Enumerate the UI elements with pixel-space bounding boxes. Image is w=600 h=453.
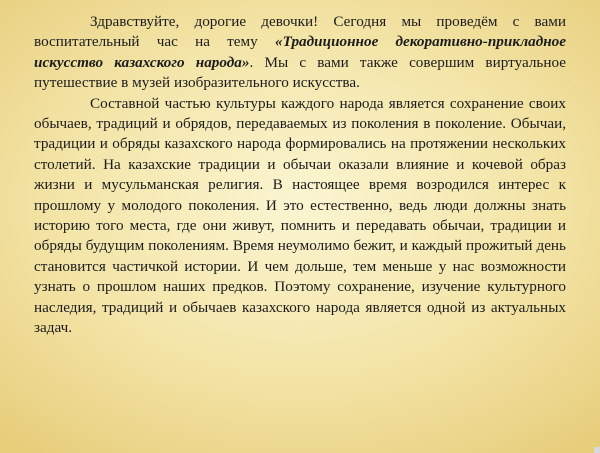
paragraph-greeting [34,12,566,94]
topic-title: «Традиционное декоративно-прикладное искусство казахского народа» [34,33,567,71]
greeting-intro: Здравствуйте, дорогие девочки! Сегодня мы проведём с вами воспитательный час на тему [34,13,566,51]
greeting-outro: . Мы с вами также совершим виртуальное путешествие в музей изобразительного искусства. [34,53,566,92]
slide-text-body [34,12,566,339]
paragraph-traditions: Составной частью культуры каждого народа является сохранение своих обычаев, традиций и обрядов, передаваемых из поколения в поколение. Обычаи, традиции и обряды казахского народа формировались на протяжении нескольких столетий. На казахские традиции и обычаи оказали влияние и кочевой образ жизни и мусульманская религия. В настоящее время возродился интерес к прошлому у молодого поколения. И это естественно, ведь люди должны знать историю того места, где они живут, помнить и передавать обычаи, традиции и обряды будущим поколениям. Время неумолимо бежит, и каждый прожитый день становится частичкой истории. И чем дольше, тем меньше у нас возможности узнать о прошлом наших предков. Поэтому сохранение, изучение культурного наследия, традиций и обычаев казахского народа является одной из актуальных задач. [34,94,566,337]
